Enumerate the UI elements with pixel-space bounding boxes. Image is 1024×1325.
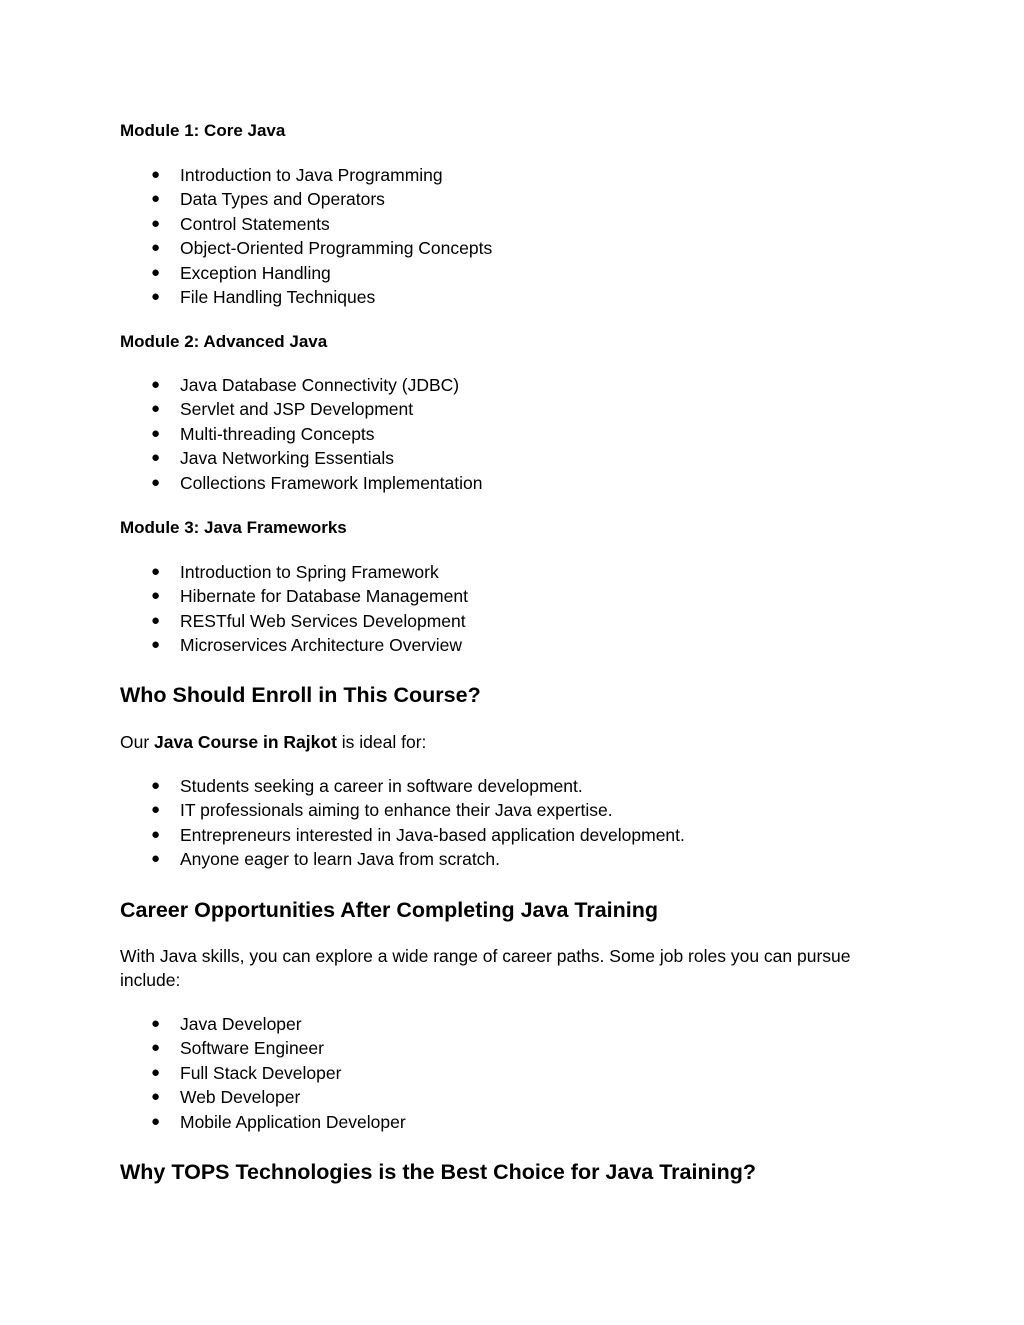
- bullet-icon: ●: [151, 825, 161, 843]
- bullet-icon: ●: [151, 473, 161, 491]
- list-item: ● Data Types and Operators: [120, 187, 492, 211]
- list-item: ● Entrepreneurs interested in Java-based application development.: [120, 823, 685, 847]
- bullet-icon: ●: [151, 777, 161, 794]
- course-name: Java Course in Rajkot: [154, 732, 337, 752]
- list-item: ● Collections Framework Implementation: [120, 471, 482, 495]
- bullet-icon: ●: [151, 1112, 161, 1130]
- module-1-title: Module 1: Core Java: [120, 121, 286, 140]
- list-item: ● Java Networking Essentials: [120, 446, 482, 470]
- bullet-icon: ●: [151, 611, 161, 629]
- bullet-icon: ●: [151, 166, 161, 183]
- bullet-icon: ●: [151, 190, 161, 208]
- career-list: [120, 1012, 406, 1134]
- bullet-icon: ●: [151, 449, 161, 467]
- list-item: ● Object-Oriented Programming Concepts: [120, 236, 492, 260]
- list-item: ● Students seeking a career in software development.: [120, 774, 685, 798]
- bullet-icon: ●: [151, 1063, 161, 1081]
- list-item: ● Microservices Architecture Overview: [120, 633, 468, 657]
- bullet-icon: ●: [151, 424, 161, 442]
- list-item: ● Exception Handling: [120, 261, 492, 285]
- list-item: ● Full Stack Developer: [120, 1061, 406, 1085]
- enroll-heading: Who Should Enroll in This Course?: [120, 683, 481, 707]
- list-item: ● Java Database Connectivity (JDBC): [120, 373, 482, 397]
- list-item: ● Introduction to Java Programming: [120, 163, 492, 187]
- bullet-icon: ●: [151, 263, 161, 281]
- module-1-list: [120, 163, 492, 309]
- list-item: ● Web Developer: [120, 1085, 406, 1109]
- bullet-icon: ●: [151, 563, 161, 580]
- list-item: ● Introduction to Spring Framework: [120, 560, 468, 584]
- why-heading: Why TOPS Technologies is the Best Choice for Java Training?: [120, 1160, 756, 1184]
- module-3-list: [120, 560, 468, 658]
- career-heading: Career Opportunities After Completing Java Training: [120, 898, 658, 922]
- list-item: ● Hibernate for Database Management: [120, 584, 468, 608]
- module-2-title: Module 2: Advanced Java: [120, 332, 328, 351]
- module-3-title: Module 3: Java Frameworks: [120, 518, 347, 537]
- bullet-icon: ●: [151, 801, 161, 819]
- enroll-list: [120, 774, 685, 872]
- bullet-icon: ●: [151, 376, 161, 393]
- bullet-icon: ●: [151, 400, 161, 418]
- list-item: ● Control Statements: [120, 212, 492, 236]
- list-item: ● Java Developer: [120, 1012, 406, 1036]
- list-item: ● IT professionals aiming to enhance their Java expertise.: [120, 798, 685, 822]
- module-2-list: [120, 373, 482, 495]
- bullet-icon: ●: [151, 239, 161, 257]
- bullet-icon: ●: [151, 214, 161, 232]
- bullet-icon: ●: [151, 1039, 161, 1057]
- career-intro: With Java skills, you can explore a wide range of career paths. Some job roles you can pursue include:: [120, 946, 851, 991]
- bullet-icon: ●: [151, 287, 161, 305]
- list-item: ● Software Engineer: [120, 1036, 406, 1060]
- bullet-icon: ●: [151, 1015, 161, 1032]
- bullet-icon: ●: [151, 587, 161, 605]
- list-item: ● Servlet and JSP Development: [120, 397, 482, 421]
- list-item: ● Multi-threading Concepts: [120, 422, 482, 446]
- bullet-icon: ●: [151, 1088, 161, 1106]
- list-item: ● Anyone eager to learn Java from scratch.: [120, 847, 685, 871]
- list-item: ● RESTful Web Services Development: [120, 609, 468, 633]
- enroll-intro: Our Java Course in Rajkot is ideal for:: [120, 732, 427, 752]
- list-item: ● File Handling Techniques: [120, 285, 492, 309]
- bullet-icon: ●: [151, 850, 161, 868]
- bullet-icon: ●: [151, 636, 161, 654]
- list-item: ● Mobile Application Developer: [120, 1110, 406, 1134]
